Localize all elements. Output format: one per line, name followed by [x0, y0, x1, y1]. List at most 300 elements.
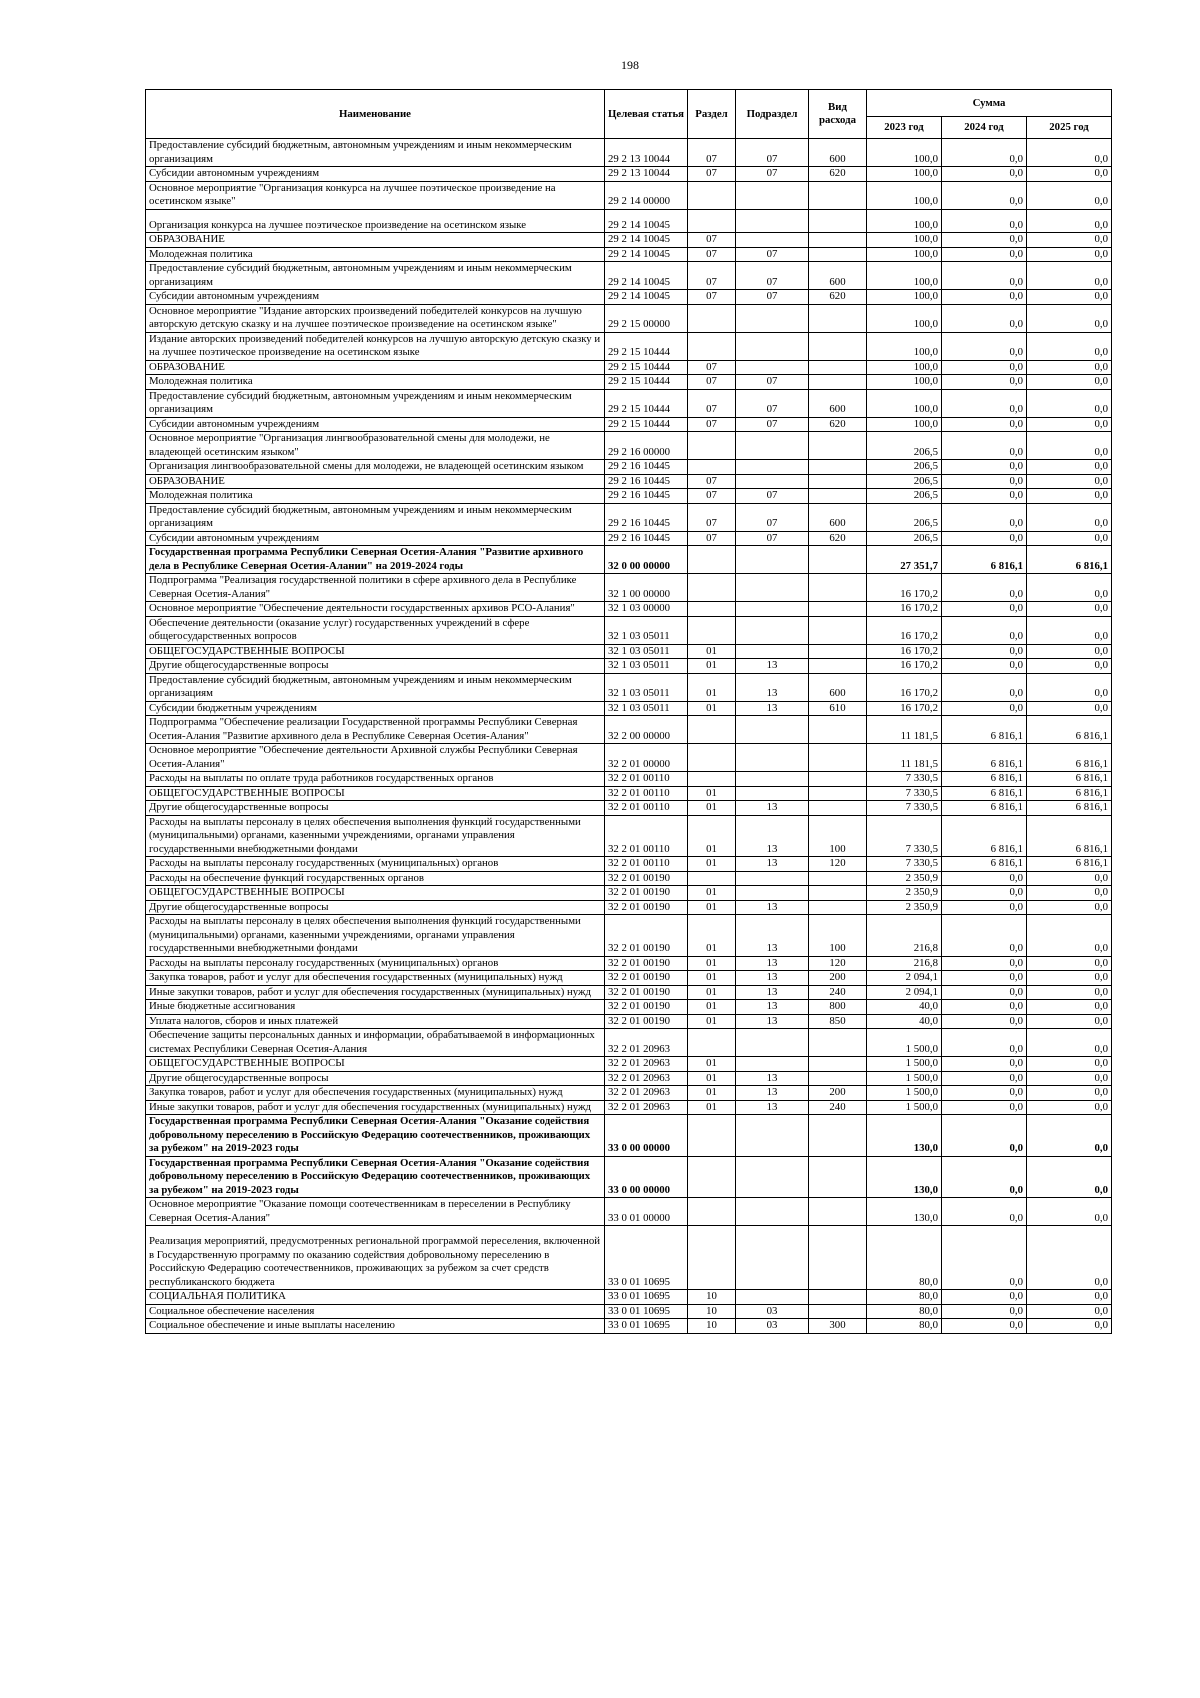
row-target-article: 32 2 01 20963 — [605, 1029, 688, 1057]
row-subsection: 13 — [736, 900, 809, 915]
row-subsection — [736, 1290, 809, 1305]
table-row — [146, 673, 1112, 701]
row-name: Расходы на выплаты персоналу в целях обеспечения выполнения функций государственными (муниципальными) органами, казенными учреждениями, органами управления государственными внебюджетными фондами — [146, 815, 605, 857]
row-section: 01 — [688, 659, 736, 674]
row-section: 07 — [688, 262, 736, 290]
row-target-article: 32 2 01 00190 — [605, 900, 688, 915]
row-name: Субсидии автономным учреждениям — [146, 417, 605, 432]
row-sum-2025: 6 816,1 — [1027, 857, 1112, 872]
header-target-article: Целевая статья — [605, 90, 688, 139]
row-subsection — [736, 574, 809, 602]
row-target-article: 32 2 01 00190 — [605, 871, 688, 886]
row-section: 01 — [688, 1000, 736, 1015]
table-row — [146, 616, 1112, 644]
row-sum-2025: 6 816,1 — [1027, 716, 1112, 744]
row-section: 01 — [688, 815, 736, 857]
row-name: ОБЩЕГОСУДАРСТВЕННЫЕ ВОПРОСЫ — [146, 1057, 605, 1072]
row-subsection — [736, 332, 809, 360]
row-expense-type: 100 — [809, 815, 867, 857]
row-subsection: 13 — [736, 673, 809, 701]
row-sum-2025: 0,0 — [1027, 417, 1112, 432]
row-sum-2024: 0,0 — [942, 1057, 1027, 1072]
row-name: Другие общегосударственные вопросы — [146, 900, 605, 915]
row-target-article: 32 2 01 20963 — [605, 1071, 688, 1086]
row-sum-2024: 0,0 — [942, 489, 1027, 504]
row-expense-type — [809, 900, 867, 915]
row-section: 07 — [688, 360, 736, 375]
row-expense-type — [809, 432, 867, 460]
row-section: 07 — [688, 489, 736, 504]
row-target-article: 32 2 01 20963 — [605, 1057, 688, 1072]
row-section — [688, 181, 736, 209]
row-name: Уплата налогов, сборов и иных платежей — [146, 1014, 605, 1029]
row-expense-type — [809, 181, 867, 209]
table-row — [146, 701, 1112, 716]
row-subsection: 13 — [736, 1000, 809, 1015]
table-row — [146, 139, 1112, 167]
row-expense-type — [809, 233, 867, 248]
row-target-article: 32 2 01 00190 — [605, 971, 688, 986]
row-subsection: 07 — [736, 262, 809, 290]
row-sum-2024: 0,0 — [942, 1156, 1027, 1198]
row-sum-2024: 0,0 — [942, 375, 1027, 390]
table-row — [146, 744, 1112, 772]
row-sum-2024: 6 816,1 — [942, 744, 1027, 772]
row-subsection: 13 — [736, 971, 809, 986]
row-section: 01 — [688, 701, 736, 716]
row-sum-2023: 16 170,2 — [867, 602, 942, 617]
row-sum-2025: 0,0 — [1027, 956, 1112, 971]
row-sum-2025: 0,0 — [1027, 489, 1112, 504]
row-section — [688, 602, 736, 617]
row-name: Субсидии автономным учреждениям — [146, 167, 605, 182]
row-sum-2023: 80,0 — [867, 1304, 942, 1319]
row-sum-2024: 0,0 — [942, 262, 1027, 290]
row-sum-2023: 206,5 — [867, 432, 942, 460]
page-number: 198 — [621, 58, 639, 72]
row-name: Расходы на выплаты персоналу в целях обеспечения выполнения функций государственными (муниципальными) органами, казенными учреждениями, органами управления государственными внебюджетными фондами — [146, 915, 605, 957]
row-expense-type — [809, 1029, 867, 1057]
row-target-article: 33 0 01 10695 — [605, 1304, 688, 1319]
table-row — [146, 1319, 1112, 1334]
row-name: Подпрограмма "Реализация государственной политики в сфере архивного дела в Республике Северная Осетия-Алания" — [146, 574, 605, 602]
row-sum-2025: 0,0 — [1027, 389, 1112, 417]
row-subsection — [736, 1198, 809, 1226]
row-sum-2025: 0,0 — [1027, 247, 1112, 262]
row-name: СОЦИАЛЬНАЯ ПОЛИТИКА — [146, 1290, 605, 1305]
row-section — [688, 460, 736, 475]
row-section: 01 — [688, 1014, 736, 1029]
row-sum-2025: 0,0 — [1027, 971, 1112, 986]
row-sum-2023: 100,0 — [867, 181, 942, 209]
row-target-article: 29 2 14 10045 — [605, 233, 688, 248]
row-sum-2023: 100,0 — [867, 304, 942, 332]
row-sum-2025: 0,0 — [1027, 474, 1112, 489]
row-expense-type — [809, 546, 867, 574]
row-sum-2025: 0,0 — [1027, 1000, 1112, 1015]
row-sum-2023: 11 181,5 — [867, 744, 942, 772]
header-name: Наименование — [146, 90, 605, 139]
row-section — [688, 772, 736, 787]
row-section: 01 — [688, 1100, 736, 1115]
table-row — [146, 1029, 1112, 1057]
row-expense-type — [809, 659, 867, 674]
header-year-2025: 2025 год — [1027, 117, 1112, 139]
row-sum-2024: 0,0 — [942, 247, 1027, 262]
row-target-article: 32 2 01 00110 — [605, 772, 688, 787]
row-section: 10 — [688, 1304, 736, 1319]
row-section — [688, 1029, 736, 1057]
row-sum-2024: 0,0 — [942, 304, 1027, 332]
row-expense-type — [809, 1304, 867, 1319]
row-subsection: 07 — [736, 489, 809, 504]
row-sum-2023: 7 330,5 — [867, 857, 942, 872]
row-sum-2023: 1 500,0 — [867, 1086, 942, 1101]
row-sum-2025: 0,0 — [1027, 375, 1112, 390]
row-subsection — [736, 209, 809, 233]
row-target-article: 32 2 01 00190 — [605, 886, 688, 901]
row-section: 01 — [688, 900, 736, 915]
row-subsection — [736, 233, 809, 248]
row-sum-2023: 40,0 — [867, 1014, 942, 1029]
row-name: Основное мероприятие "Обеспечение деятельности Архивной службы Республики Северная Осетия-Алания" — [146, 744, 605, 772]
header-section: Раздел — [688, 90, 736, 139]
row-subsection — [736, 602, 809, 617]
row-name: Иные закупки товаров, работ и услуг для обеспечения государственных (муниципальных) нужд — [146, 985, 605, 1000]
row-name: Государственная программа Республики Северная Осетия-Алания "Развитие архивного дела в Республике Северная Осетия-Алании" на 2019-2024 годы — [146, 546, 605, 574]
row-sum-2024: 6 816,1 — [942, 801, 1027, 816]
row-sum-2025: 0,0 — [1027, 1071, 1112, 1086]
table-row — [146, 489, 1112, 504]
row-subsection: 07 — [736, 167, 809, 182]
row-sum-2025: 0,0 — [1027, 1115, 1112, 1157]
row-sum-2024: 0,0 — [942, 360, 1027, 375]
row-sum-2024: 0,0 — [942, 432, 1027, 460]
row-expense-type — [809, 644, 867, 659]
table-row — [146, 786, 1112, 801]
row-expense-type — [809, 489, 867, 504]
row-target-article: 33 0 01 10695 — [605, 1319, 688, 1334]
row-subsection: 07 — [736, 531, 809, 546]
row-sum-2023: 80,0 — [867, 1226, 942, 1290]
row-sum-2025: 6 816,1 — [1027, 772, 1112, 787]
row-target-article: 32 1 03 05011 — [605, 659, 688, 674]
row-name: Основное мероприятие "Организация конкурса на лучшее поэтическое произведение на осетинском языке" — [146, 181, 605, 209]
row-target-article: 29 2 16 10445 — [605, 474, 688, 489]
row-sum-2025: 0,0 — [1027, 332, 1112, 360]
row-sum-2024: 6 816,1 — [942, 786, 1027, 801]
row-sum-2024: 0,0 — [942, 985, 1027, 1000]
row-sum-2023: 27 351,7 — [867, 546, 942, 574]
row-section: 07 — [688, 139, 736, 167]
row-sum-2023: 40,0 — [867, 1000, 942, 1015]
row-sum-2024: 0,0 — [942, 233, 1027, 248]
row-name: Молодежная политика — [146, 489, 605, 504]
row-subsection — [736, 432, 809, 460]
row-section: 01 — [688, 673, 736, 701]
row-subsection — [736, 772, 809, 787]
row-sum-2024: 0,0 — [942, 417, 1027, 432]
table-row — [146, 503, 1112, 531]
row-expense-type — [809, 772, 867, 787]
row-expense-type: 120 — [809, 956, 867, 971]
row-subsection: 13 — [736, 857, 809, 872]
row-sum-2025: 0,0 — [1027, 262, 1112, 290]
row-sum-2025: 6 816,1 — [1027, 744, 1112, 772]
table-row — [146, 1086, 1112, 1101]
row-expense-type: 620 — [809, 167, 867, 182]
row-subsection: 07 — [736, 139, 809, 167]
row-sum-2023: 216,8 — [867, 956, 942, 971]
row-subsection — [736, 786, 809, 801]
row-section: 07 — [688, 389, 736, 417]
row-sum-2024: 0,0 — [942, 971, 1027, 986]
row-sum-2024: 0,0 — [942, 1226, 1027, 1290]
row-name: Другие общегосударственные вопросы — [146, 801, 605, 816]
row-target-article: 33 0 01 10695 — [605, 1290, 688, 1305]
row-expense-type — [809, 1198, 867, 1226]
row-name: Молодежная политика — [146, 247, 605, 262]
row-section: 01 — [688, 786, 736, 801]
row-expense-type — [809, 360, 867, 375]
row-target-article: 33 0 00 00000 — [605, 1156, 688, 1198]
row-subsection — [736, 1057, 809, 1072]
row-sum-2025: 0,0 — [1027, 290, 1112, 305]
row-name: Обеспечение деятельности (оказание услуг) государственных учреждений в сфере общегосударственных вопросов — [146, 616, 605, 644]
row-subsection — [736, 716, 809, 744]
row-sum-2025: 0,0 — [1027, 871, 1112, 886]
row-name: Расходы на выплаты по оплате труда работников государственных органов — [146, 772, 605, 787]
table-row — [146, 1014, 1112, 1029]
row-sum-2025: 0,0 — [1027, 209, 1112, 233]
row-name: Обеспечение защиты персональных данных и информации, обрабатываемой в информационных системах Республики Северная Осетия-Алания — [146, 1029, 605, 1057]
row-sum-2025: 0,0 — [1027, 701, 1112, 716]
row-sum-2024: 0,0 — [942, 616, 1027, 644]
row-sum-2023: 100,0 — [867, 167, 942, 182]
row-expense-type — [809, 574, 867, 602]
row-target-article: 32 2 01 00190 — [605, 1014, 688, 1029]
row-target-article: 29 2 16 10445 — [605, 460, 688, 475]
row-subsection: 07 — [736, 389, 809, 417]
table-row — [146, 956, 1112, 971]
row-sum-2023: 16 170,2 — [867, 574, 942, 602]
row-sum-2023: 100,0 — [867, 332, 942, 360]
row-expense-type — [809, 1071, 867, 1086]
row-expense-type: 600 — [809, 673, 867, 701]
row-section — [688, 871, 736, 886]
row-sum-2025: 0,0 — [1027, 1226, 1112, 1290]
table-row — [146, 644, 1112, 659]
row-name: Государственная программа Республики Северная Осетия-Алания "Оказание содействия добровольному переселению в Российскую Федерацию соотечественников, проживающих за рубежом" на 2019-2023 годы — [146, 1115, 605, 1157]
row-sum-2025: 0,0 — [1027, 531, 1112, 546]
row-sum-2024: 0,0 — [942, 900, 1027, 915]
row-name: Иные закупки товаров, работ и услуг для обеспечения государственных (муниципальных) нужд — [146, 1100, 605, 1115]
table-row — [146, 659, 1112, 674]
row-sum-2025: 0,0 — [1027, 1029, 1112, 1057]
row-sum-2025: 0,0 — [1027, 503, 1112, 531]
row-sum-2023: 2 350,9 — [867, 886, 942, 901]
row-expense-type: 240 — [809, 985, 867, 1000]
row-sum-2025: 0,0 — [1027, 985, 1112, 1000]
row-subsection: 03 — [736, 1319, 809, 1334]
row-expense-type — [809, 209, 867, 233]
row-section: 01 — [688, 971, 736, 986]
row-sum-2024: 6 816,1 — [942, 716, 1027, 744]
row-expense-type — [809, 616, 867, 644]
row-name: Подпрограмма "Обеспечение реализации Государственной программы Республики Северная Осетия-Алания "Развитие архивного дела в Республике Северная Осетия-Алания" — [146, 716, 605, 744]
row-expense-type — [809, 474, 867, 489]
row-subsection — [736, 181, 809, 209]
row-sum-2025: 0,0 — [1027, 886, 1112, 901]
row-target-article: 29 2 14 10045 — [605, 209, 688, 233]
row-sum-2024: 0,0 — [942, 209, 1027, 233]
header-expense-type: Вид расхода — [809, 90, 867, 139]
row-expense-type: 850 — [809, 1014, 867, 1029]
row-name: Социальное обеспечение населения — [146, 1304, 605, 1319]
row-sum-2025: 0,0 — [1027, 1057, 1112, 1072]
row-sum-2024: 0,0 — [942, 389, 1027, 417]
row-subsection: 13 — [736, 1014, 809, 1029]
row-target-article: 29 2 14 10045 — [605, 290, 688, 305]
row-sum-2023: 16 170,2 — [867, 701, 942, 716]
row-sum-2024: 0,0 — [942, 886, 1027, 901]
row-expense-type — [809, 247, 867, 262]
row-target-article: 32 1 03 05011 — [605, 673, 688, 701]
row-sum-2023: 206,5 — [867, 531, 942, 546]
row-expense-type — [809, 460, 867, 475]
row-target-article: 32 1 03 00000 — [605, 602, 688, 617]
row-target-article: 29 2 16 10445 — [605, 489, 688, 504]
table-row — [146, 1071, 1112, 1086]
row-sum-2023: 11 181,5 — [867, 716, 942, 744]
table-row — [146, 432, 1112, 460]
row-sum-2024: 0,0 — [942, 290, 1027, 305]
row-target-article: 32 1 03 05011 — [605, 644, 688, 659]
row-name: Предоставление субсидий бюджетным, автономным учреждениям и иным некоммерческим организациям — [146, 262, 605, 290]
row-section: 01 — [688, 1057, 736, 1072]
header-subsection: Подраздел — [736, 90, 809, 139]
table-row — [146, 857, 1112, 872]
row-target-article: 32 2 00 00000 — [605, 716, 688, 744]
row-sum-2023: 206,5 — [867, 474, 942, 489]
table-row — [146, 900, 1112, 915]
header-year-2024: 2024 год — [942, 117, 1027, 139]
row-name: Государственная программа Республики Северная Осетия-Алания "Оказание содействия добровольному переселению в Российскую Федерацию соотечественников, проживающих за рубежом" на 2019-2023 годы — [146, 1156, 605, 1198]
row-subsection — [736, 304, 809, 332]
table-row — [146, 181, 1112, 209]
row-sum-2024: 0,0 — [942, 1029, 1027, 1057]
table-row — [146, 290, 1112, 305]
row-expense-type: 100 — [809, 915, 867, 957]
row-subsection — [736, 546, 809, 574]
row-sum-2025: 0,0 — [1027, 659, 1112, 674]
row-section — [688, 1156, 736, 1198]
header-year-2023: 2023 год — [867, 117, 942, 139]
row-sum-2024: 0,0 — [942, 956, 1027, 971]
row-name: Субсидии бюджетным учреждениям — [146, 701, 605, 716]
row-sum-2025: 0,0 — [1027, 1086, 1112, 1101]
row-expense-type: 200 — [809, 971, 867, 986]
row-sum-2024: 0,0 — [942, 1198, 1027, 1226]
row-expense-type — [809, 786, 867, 801]
row-sum-2023: 1 500,0 — [867, 1071, 942, 1086]
row-target-article: 32 1 00 00000 — [605, 574, 688, 602]
row-name: Молодежная политика — [146, 375, 605, 390]
row-name: Издание авторских произведений победителей конкурсов на лучшую авторскую детскую сказку и на лучшее поэтическое произведение на осетинском языке — [146, 332, 605, 360]
row-name: ОБРАЗОВАНИЕ — [146, 360, 605, 375]
row-target-article: 29 2 16 00000 — [605, 432, 688, 460]
row-sum-2023: 16 170,2 — [867, 616, 942, 644]
row-sum-2024: 0,0 — [942, 181, 1027, 209]
table-row — [146, 247, 1112, 262]
row-expense-type: 620 — [809, 290, 867, 305]
row-subsection — [736, 744, 809, 772]
row-name: Субсидии автономным учреждениям — [146, 290, 605, 305]
row-sum-2025: 0,0 — [1027, 1014, 1112, 1029]
row-sum-2023: 2 350,9 — [867, 900, 942, 915]
row-target-article: 29 2 15 00000 — [605, 304, 688, 332]
row-section: 01 — [688, 956, 736, 971]
row-name: Основное мероприятие "Организация лингвообразовательной смены для молодежи, не владеющей осетинским языком" — [146, 432, 605, 460]
table-row — [146, 1000, 1112, 1015]
row-target-article: 32 2 01 00190 — [605, 1000, 688, 1015]
table-row — [146, 332, 1112, 360]
row-subsection — [736, 871, 809, 886]
row-target-article: 32 2 01 00190 — [605, 956, 688, 971]
table-row — [146, 531, 1112, 546]
row-name: Расходы на выплаты персоналу государственных (муниципальных) органов — [146, 857, 605, 872]
row-section — [688, 209, 736, 233]
row-name: Предоставление субсидий бюджетным, автономным учреждениям и иным некоммерческим организациям — [146, 139, 605, 167]
row-section — [688, 332, 736, 360]
row-sum-2025: 6 816,1 — [1027, 546, 1112, 574]
row-sum-2024: 0,0 — [942, 1304, 1027, 1319]
row-expense-type — [809, 801, 867, 816]
row-section: 01 — [688, 857, 736, 872]
row-target-article: 29 2 15 10444 — [605, 389, 688, 417]
table-row — [146, 574, 1112, 602]
table-row — [146, 1290, 1112, 1305]
row-section — [688, 616, 736, 644]
row-target-article: 33 0 00 00000 — [605, 1115, 688, 1157]
row-sum-2023: 206,5 — [867, 503, 942, 531]
row-target-article: 29 2 15 10444 — [605, 360, 688, 375]
row-section — [688, 1115, 736, 1157]
table-row — [146, 602, 1112, 617]
header-sum: Сумма — [867, 90, 1112, 117]
row-sum-2024: 0,0 — [942, 1014, 1027, 1029]
row-expense-type — [809, 1226, 867, 1290]
table-row — [146, 417, 1112, 432]
row-expense-type — [809, 332, 867, 360]
row-name: Организация лингвообразовательной смены для молодежи, не владеющей осетинским языком — [146, 460, 605, 475]
row-sum-2023: 130,0 — [867, 1198, 942, 1226]
row-subsection: 07 — [736, 417, 809, 432]
row-target-article: 29 2 13 10044 — [605, 139, 688, 167]
row-subsection — [736, 886, 809, 901]
row-target-article: 32 0 00 00000 — [605, 546, 688, 574]
row-sum-2023: 7 330,5 — [867, 815, 942, 857]
row-expense-type: 600 — [809, 139, 867, 167]
row-target-article: 29 2 14 00000 — [605, 181, 688, 209]
row-section — [688, 432, 736, 460]
row-sum-2024: 0,0 — [942, 659, 1027, 674]
table-row — [146, 716, 1112, 744]
row-section: 07 — [688, 247, 736, 262]
row-sum-2024: 0,0 — [942, 701, 1027, 716]
row-target-article: 33 0 01 10695 — [605, 1226, 688, 1290]
row-sum-2023: 80,0 — [867, 1290, 942, 1305]
